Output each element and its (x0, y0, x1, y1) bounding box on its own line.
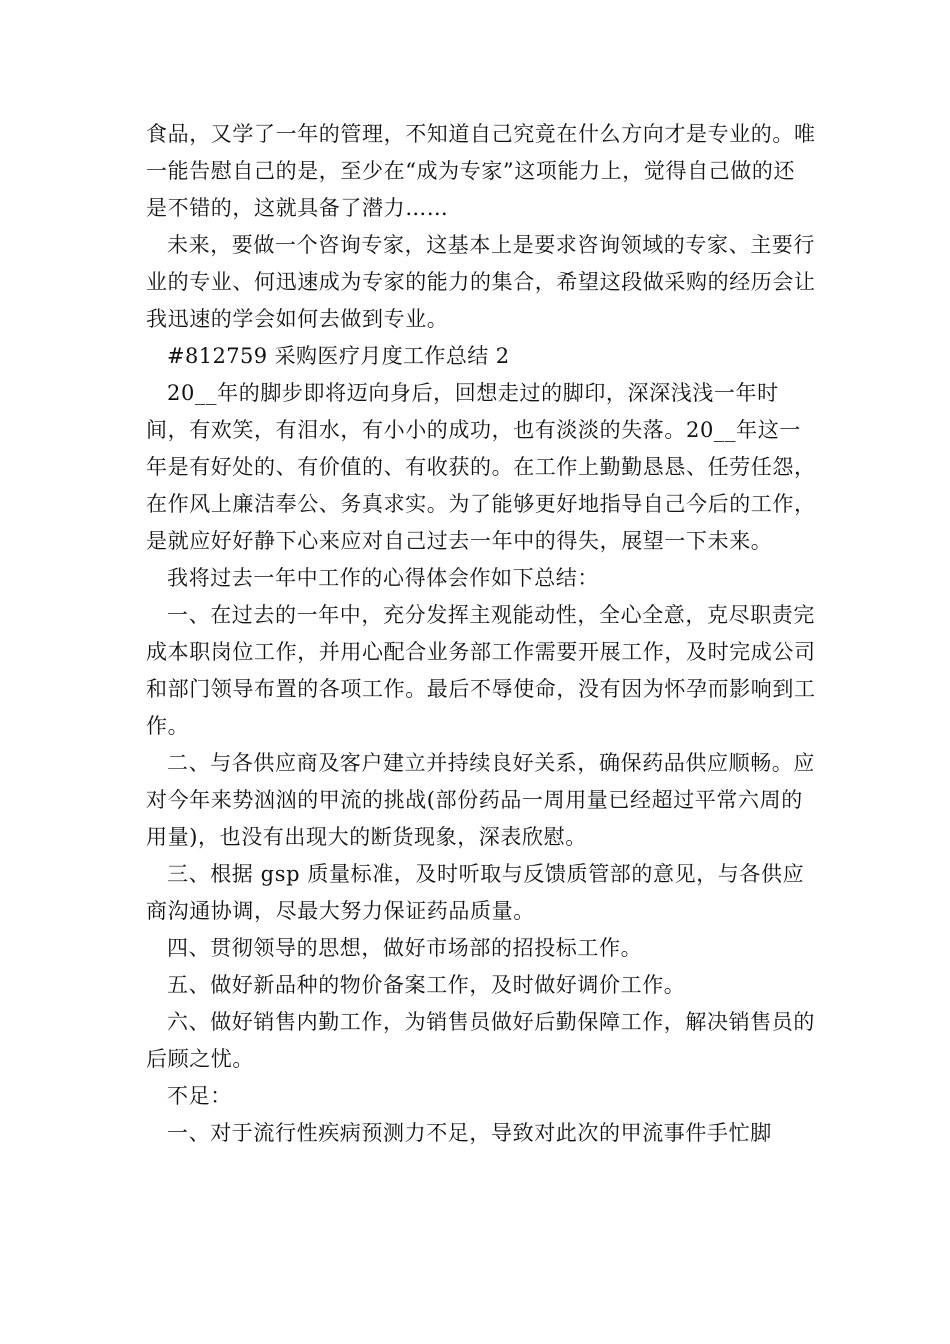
paragraph-9: 五、做好新品种的物价备案工作，及时做好调价工作。 (167, 973, 686, 997)
paragraph-12: 一、对于流行性疾病预测力不足，导致对此次的甲流事件手忙脚 (167, 1121, 772, 1145)
paragraph-6: 二、与各供应商及客户建立并持续良好关系，确保药品供应顺畅。应对今年来势汹汹的甲流的挑战(部份药品一周用量已经超过平常六周的用量)，也没有出现大的断货现象，深表欣慰。 (146, 751, 815, 849)
paragraph-3: 20__年的脚步即将迈向身后，回想走过的脚印，深深浅浅一年时间，有欢笑，有泪水，有小小的成功，也有淡淡的失落。20__年这一年是有好处的、有价值的、有收获的。在工作上勤勤恳恳、任劳任怨，在作风上廉洁奉公、务真求实。为了能够更好地指导自己今后的工作，是就应好好静下心来应对自己过去一年中的得失，展望一下未来。 (146, 381, 816, 553)
document-body (146, 116, 816, 1152)
paragraph-2: 未来，要做一个咨询专家，这基本上是要求咨询领域的专家、主要行业的专业、何迅速成为专家的能力的集合，希望这段做采购的经历会让我迅速的学会如何去做到专业。 (146, 233, 816, 331)
section-heading: #812759 采购医疗月度工作总结 2 (167, 344, 510, 368)
paragraph-4: 我将过去一年中工作的心得体会作如下总结： (167, 566, 599, 590)
paragraph-1: 食品，又学了一年的管理，不知道自己究竟在什么方向才是专业的。唯一能告慰自己的是，至少在“成为专家”这项能力上，觉得自己做的还是不错的，这就具备了潜力…… (146, 122, 816, 220)
paragraph-11: 不足： (167, 1084, 232, 1108)
paragraph-7: 三、根据 gsp 质量标准，及时听取与反馈质管部的意见，与各供应商沟通协调，尽最大努力保证药品质量。 (146, 862, 805, 923)
paragraph-10: 六、做好销售内勤工作，为销售员做好后勤保障工作，解决销售员的后顾之忧。 (146, 1010, 815, 1071)
paragraph-5: 一、在过去的一年中，充分发挥主观能动性，全心全意，克尽职责完成本职岗位工作，并用心配合业务部工作需要开展工作，及时完成公司和部门领导布置的各项工作。最后不辱使命，没有因为怀孕而影响到工作。 (146, 603, 816, 738)
paragraph-8: 四、贯彻领导的思想，做好市场部的招投标工作。 (167, 936, 643, 960)
